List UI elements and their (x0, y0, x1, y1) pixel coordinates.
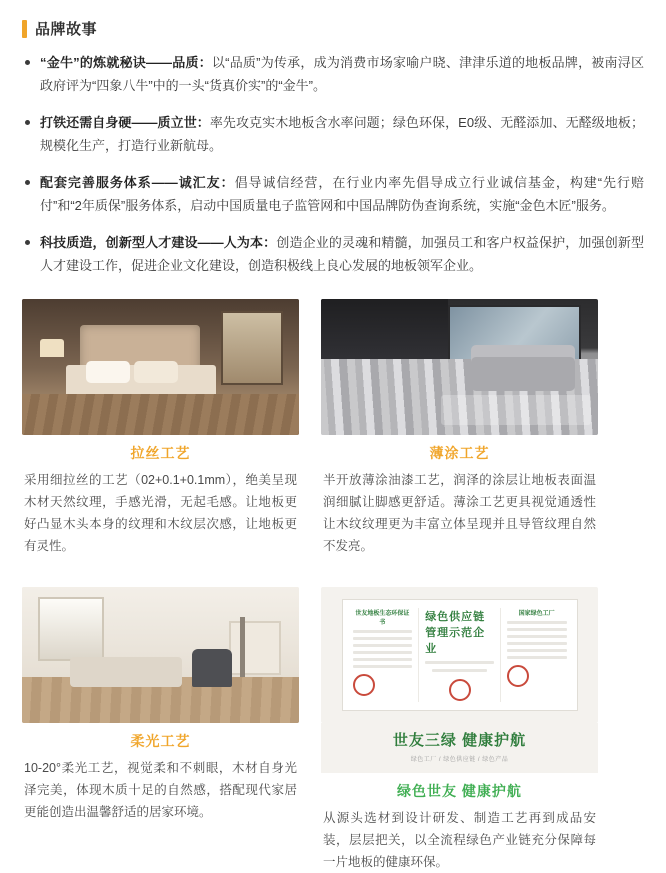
certificate-left-panel (353, 608, 413, 702)
bedroom-wood-floor-photo (22, 299, 299, 435)
feature-description: 从源头选材到设计研发、制造工艺再到成品安装，层层把关，以全流程绿色产业链充分保障每一片地板的健康环保。 (323, 811, 596, 869)
feature-grid (22, 299, 644, 873)
list-item (22, 231, 644, 277)
bullet-lead: 配套完善服务体系——诚汇友： (40, 175, 235, 190)
bullet-lead: 科技质造，创新型人才建设——人为本： (40, 235, 277, 250)
certificate-center-title: 绿色供应链管理示范企业 (425, 611, 486, 655)
feature-description: 10-20°柔光工艺，视觉柔和不刺眼，木材自身光泽完美，体现木质十足的自然感，搭配现代家居更能创造出温馨舒适的居家环境。 (24, 761, 297, 819)
certificate-paper (342, 599, 578, 711)
feature-card-4 (321, 587, 598, 873)
feature-card-2 (321, 299, 598, 557)
feature-card-1 (22, 299, 299, 557)
feature-description: 半开放薄涂油漆工艺，润泽的涂层让地板表面温润细腻让脚感更舒适。薄涂工艺更具视觉通透性让木纹纹理更为丰富立体呈现并且导管纹理自然不发亮。 (323, 473, 596, 553)
feature-caption: 拉丝工艺 (130, 445, 191, 461)
feature-card-3 (22, 587, 299, 873)
bullet-text: 创造企业的灵魂和精髓，加强员工和客户权益保护，加强创新型人才建设工作，促进企业文化建设，创造积极线上良心发展的地板领军企业。 (40, 235, 644, 273)
certificate-banner (321, 723, 598, 773)
red-seal-icon (449, 679, 471, 701)
list-item (22, 111, 644, 157)
bullet-text: 以“品质”为传承，成为消费市场家喻户晓、津津乐道的地板品牌，被南浔区政府评为“四象八牛”中的一头“货真价实”的“金牛”。 (40, 55, 644, 93)
list-item (22, 171, 644, 217)
accent-bar-icon (22, 20, 27, 38)
bullet-lead: “金牛”的炼就秘诀——品质： (40, 55, 212, 70)
certificate-center-panel (418, 608, 501, 702)
bullet-lead: 打铁还需自身硬——质立世： (40, 115, 210, 130)
green-certificate-photo (321, 587, 598, 723)
section-header (22, 18, 644, 39)
feature-caption: 薄涂工艺 (429, 445, 490, 461)
feature-description: 采用细拉丝的工艺（02+0.1+0.1mm），绝美呈现木材天然纹理，手感光滑，无起毛感。让地板更好凸显木头本身的纹理和木纹层次感，让地板更有灵性。 (24, 473, 297, 553)
feature-caption: 绿色世友 健康护航 (397, 783, 522, 799)
certificate-banner-sub: 绿色工厂 / 绿色供应链 / 绿色产品 (410, 757, 509, 763)
certificate-right-panel (507, 608, 567, 702)
brand-story-bullet-list (22, 51, 644, 277)
bullet-text: 率先攻克实木地板含水率问题；绿色环保，E0级、无醛添加、无醛级地板；规模化生产，打造行业新航母。 (40, 115, 644, 153)
red-seal-icon (353, 674, 375, 696)
bullet-text: 倡导诚信经营，在行业内率先倡导成立行业诚信基金，构建“先行赔付”和“2年质保”服务体系，启动中国质量电子监管网和中国品牌防伪查询系统，实施“金色木匠”服务。 (40, 175, 644, 213)
soft-light-living-room-photo (22, 587, 299, 723)
page-title: 品牌故事 (35, 21, 98, 38)
certificate-right-title: 国家绿色工厂 (518, 611, 555, 617)
certificate-banner-main: 世友三绿 健康护航 (392, 732, 527, 749)
feature-caption: 柔光工艺 (130, 733, 191, 749)
red-seal-icon (507, 665, 529, 687)
grey-plank-living-room-photo (321, 299, 598, 435)
list-item (22, 51, 644, 97)
certificate-left-title: 世友地板生态环保证书 (355, 611, 410, 626)
